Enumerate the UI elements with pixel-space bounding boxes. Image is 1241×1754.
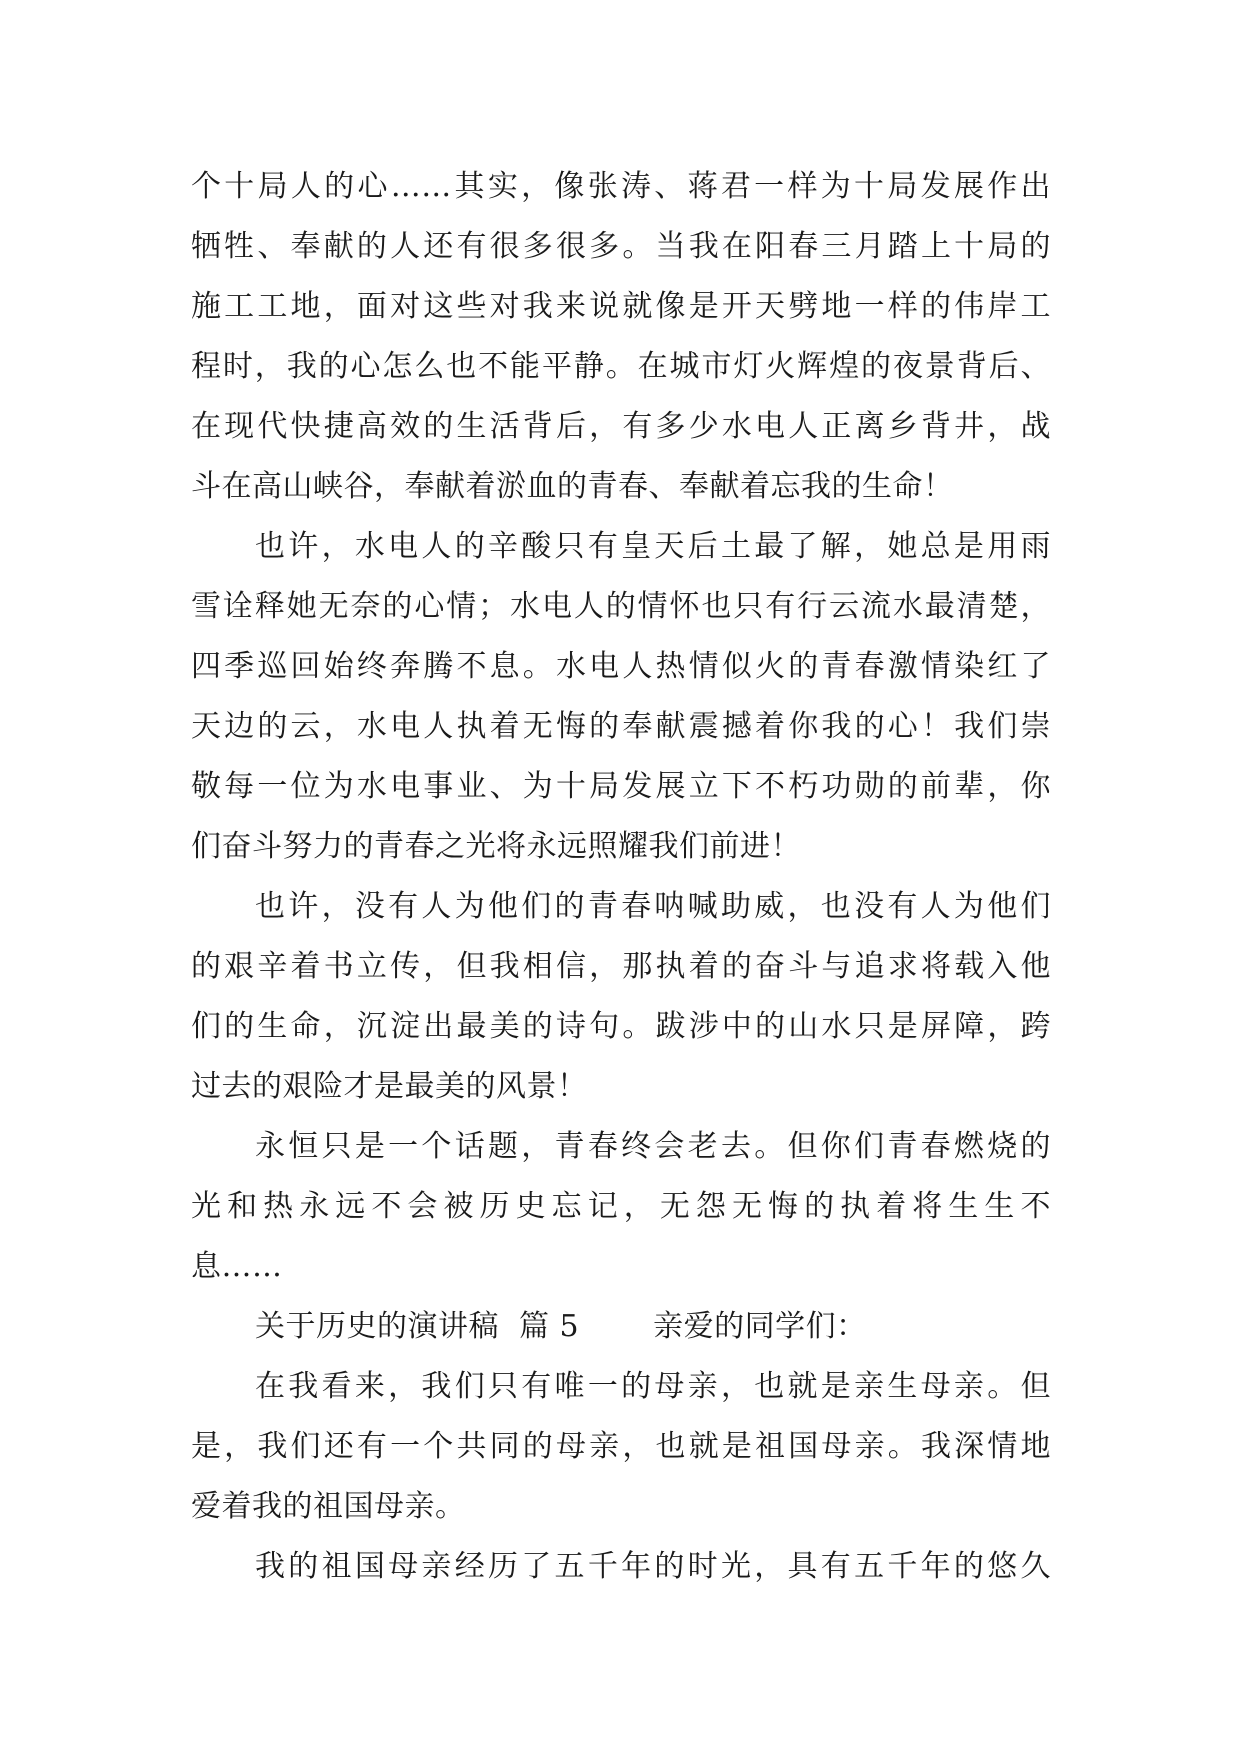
heading-title: 关于历史的演讲稿 [255, 1309, 499, 1344]
section-heading [191, 1297, 1051, 1357]
text-line: 程时，我的心怎么也不能平静。在城市灯火辉煌的夜景背后、 [191, 349, 1051, 384]
text-line: 天边的云，水电人执着无悔的奉献震撼着你我的心！我们崇 [191, 709, 1051, 744]
text-line: 爱着我的祖国母亲。 [191, 1489, 466, 1524]
text-line: 光和热永远不会被历史忘记，无怨无悔的执着将生生不 [191, 1189, 1051, 1224]
text-line: 敬每一位为水电事业、为十局发展立下不朽功勋的前辈，你 [191, 769, 1051, 804]
text-line: 雪诠释她无奈的心情；水电人的情怀也只有行云流水最清楚， [191, 589, 1051, 624]
text-line: 的艰辛着书立传，但我相信，那执着的奋斗与追求将载入他 [191, 949, 1051, 984]
paragraph-first-line: 也许，没有人为他们的青春呐喊助威，也没有人为他们 [255, 889, 1051, 924]
text-line: 们奋斗努力的青春之光将永远照耀我们前进！ [191, 829, 801, 864]
text-line: 斗在高山峡谷，奉献着淤血的青春、奉献着忘我的生命！ [191, 469, 954, 504]
heading-greeting: 亲爱的同学们： [653, 1309, 867, 1344]
text-line: 施工工地，面对这些对我来说就像是开天劈地一样的伟岸工 [191, 289, 1051, 324]
text-line: 牺牲、奉献的人还有很多很多。当我在阳春三月踏上十局的 [191, 229, 1051, 264]
text-line: 是，我们还有一个共同的母亲，也就是祖国母亲。我深情地 [191, 1429, 1051, 1464]
text-line: 们的生命，沉淀出最美的诗句。跋涉中的山水只是屏障，跨 [191, 1009, 1051, 1044]
text-line: 过去的艰险才是最美的风景！ [191, 1069, 588, 1104]
text-line: 四季巡回始终奔腾不息。水电人热情似火的青春激情染红了 [191, 649, 1051, 684]
text-line: 个十局人的心……其实，像张涛、蒋君一样为十局发展作出 [191, 169, 1051, 204]
heading-number: 篇 5 [519, 1309, 580, 1344]
paragraph-first-line: 也许，水电人的辛酸只有皇天后土最了解，她总是用雨 [255, 529, 1051, 564]
body-text [191, 157, 1051, 1597]
text-line: 息…… [191, 1249, 283, 1284]
paragraph-first-line: 永恒只是一个话题，青春终会老去。但你们青春燃烧的 [255, 1129, 1051, 1164]
text-line: 在现代快捷高效的生活背后，有多少水电人正离乡背井，战 [191, 409, 1051, 444]
paragraph-first-line: 我的祖国母亲经历了五千年的时光，具有五千年的悠久 [255, 1549, 1051, 1584]
paragraph-first-line: 在我看来，我们只有唯一的母亲，也就是亲生母亲。但 [255, 1369, 1051, 1404]
